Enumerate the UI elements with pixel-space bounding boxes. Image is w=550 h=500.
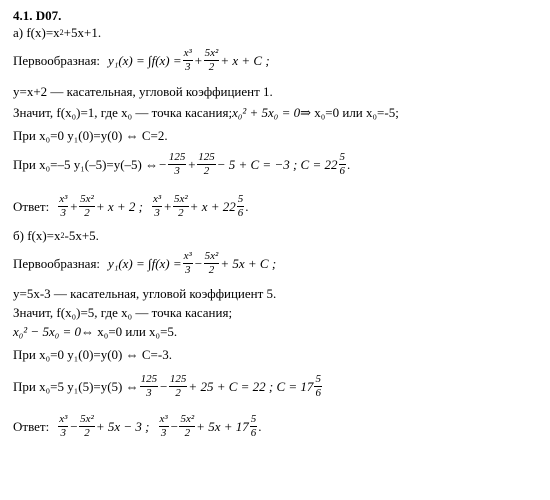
fraction: $\frac{125}{2}$ xyxy=(198,151,215,178)
antiderivative-rest: + 5x + C ; xyxy=(220,256,277,272)
answer-1-rest: + x + 2 ; xyxy=(95,199,144,215)
part-b-antiderivative xyxy=(13,250,276,277)
fraction: $\frac{\text{x³}}{3}$ xyxy=(183,250,192,277)
answer-1-rest: + 5x − 3 ; xyxy=(95,419,150,435)
part-a-antiderivative xyxy=(13,47,270,74)
fraction: $\frac{\text{5x²}}{2}$ xyxy=(80,193,94,220)
answer-2-rest: + 5x + 17 xyxy=(196,419,249,435)
answer-2-rest: + x + 22 xyxy=(189,199,236,215)
mixed-fraction: $\frac{5}{6}$ xyxy=(250,413,257,440)
tangent-text: y=5x-3 — касательная, угловой коэффициент 5. xyxy=(13,286,277,301)
statement-b-post: -5x+5. xyxy=(64,228,99,243)
punctuation: . xyxy=(258,419,262,435)
fraction: $\frac{\text{5x²}}{2}$ xyxy=(204,250,219,277)
antiderivative-lhs: y₁(x) = ∫f(x) = xyxy=(108,53,182,69)
case2-result: + 25 + C = 22 ; C = 17 xyxy=(188,379,314,395)
antiderivative-label: Первообразная: xyxy=(13,256,101,272)
part-b-solve xyxy=(13,325,177,338)
fraction: $\frac{\text{x³}}{3}$ xyxy=(59,413,68,440)
part-a-answer xyxy=(13,193,249,220)
part-a-case2 xyxy=(13,151,350,178)
part-a-case1 xyxy=(13,129,168,142)
mixed-fraction: $\frac{5}{6}$ xyxy=(339,151,345,178)
statement-a-sup: 2 xyxy=(59,27,64,37)
part-b-answer xyxy=(13,413,262,440)
tangent-text: y=x+2 — касательная, угловой коэффициент 1. xyxy=(13,84,273,99)
solve-tail: ⇔ x₀=0 или x₀=5. xyxy=(81,324,178,339)
fraction: $\frac{\text{5x²}}{2}$ xyxy=(204,47,219,74)
antiderivative-label: Первообразная: xyxy=(13,53,101,69)
case1-text: При x₀=0 y₁(0)=y(0) ⇔ C=2. xyxy=(13,128,168,143)
operator: + xyxy=(193,53,203,69)
mixed-fraction: $\frac{5}{6}$ xyxy=(237,193,244,220)
operator: − xyxy=(69,419,79,435)
part-b-tangent xyxy=(13,287,276,300)
part-a-condition xyxy=(13,106,399,119)
solve-equation: x₀² − 5x₀ = 0 xyxy=(13,324,82,339)
operator: + xyxy=(69,199,79,215)
case1-text: При x₀=0 y₁(0)=y(0) ⇔ C=-3. xyxy=(13,347,172,362)
operator: − xyxy=(169,419,179,435)
part-a-statement xyxy=(13,26,101,39)
operator: − xyxy=(193,256,203,272)
fraction: $\frac{\text{x³}}{3}$ xyxy=(59,193,68,220)
case2-pre: При x₀=5 y₁(5)=y(5) ⇔ xyxy=(13,379,139,395)
fraction: $\frac{\text{5x²}}{2}$ xyxy=(173,193,188,220)
statement-b-sup: 2 xyxy=(60,230,65,240)
fraction: $\frac{\text{5x²}}{2}$ xyxy=(80,413,94,440)
statement-a-post: +5x+1. xyxy=(63,25,102,40)
operator: − xyxy=(158,157,167,173)
part-a-tangent xyxy=(13,85,273,98)
answer-label: Ответ: xyxy=(13,419,50,435)
punctuation: . xyxy=(245,199,249,215)
problem-heading xyxy=(13,9,61,22)
condition-equation: x₀² + 5x₀ = 0 xyxy=(232,105,301,120)
mixed-fraction: $\frac{5}{6}$ xyxy=(315,373,321,400)
antiderivative-rest: + x + C ; xyxy=(220,53,270,69)
fraction: $\frac{\text{x³}}{3}$ xyxy=(159,413,168,440)
answer-label: Ответ: xyxy=(13,199,50,215)
heading-text: 4.1. D07. xyxy=(13,8,62,23)
part-b-statement xyxy=(13,229,99,242)
operator: − xyxy=(159,379,168,395)
fraction: $\frac{\text{x³}}{3}$ xyxy=(183,47,192,74)
condition-text: Значит, f(x₀)=1, где x₀ — точка касания; xyxy=(13,105,233,120)
punctuation: . xyxy=(347,157,351,173)
fraction: $\frac{125}{2}$ xyxy=(169,373,187,400)
operator: + xyxy=(163,199,172,215)
fraction: $\frac{125}{3}$ xyxy=(168,151,186,178)
condition-text: Значит, f(x₀)=5, где x₀ — точка касания; xyxy=(13,305,233,320)
statement-b-pre: б) f(x)=x xyxy=(13,228,61,243)
fraction: $\frac{125}{3}$ xyxy=(140,373,158,400)
part-b-case2 xyxy=(13,373,323,400)
case2-result: − 5 + C = −3 ; C = 22 xyxy=(216,157,338,173)
part-b-condition xyxy=(13,306,232,319)
operator: + xyxy=(187,157,197,173)
part-b-case1 xyxy=(13,348,172,361)
condition-tail: ⇒ x₀=0 или x₀=-5; xyxy=(300,105,399,120)
fraction: $\frac{\text{x³}}{3}$ xyxy=(153,193,162,220)
statement-a-pre: а) f(x)=x xyxy=(13,25,60,40)
antiderivative-lhs: y₁(x) = ∫f(x) = xyxy=(108,256,182,272)
fraction: $\frac{\text{5x²}}{2}$ xyxy=(180,413,195,440)
case2-pre: При x₀=–5 y₁(–5)=y(–5) ⇔ xyxy=(13,157,159,173)
